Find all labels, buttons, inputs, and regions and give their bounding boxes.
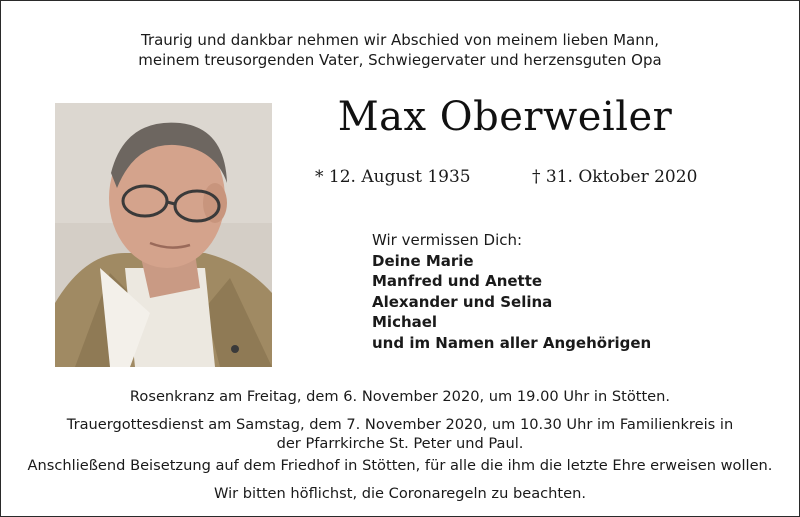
mourner-name: und im Namen aller Angehörigen <box>372 333 652 352</box>
service-line-2: der Pfarrkirche St. Peter und Paul. <box>276 435 524 452</box>
intro-line-1: Traurig und dankbar nehmen wir Abschied von meinem lieben Mann, <box>140 31 660 49</box>
birth-date: * 12. August 1935 <box>315 167 471 187</box>
death-date: † 31. Oktober 2020 <box>532 167 698 187</box>
intro-text <box>0 30 800 70</box>
burial-notice: Anschließend Beisetzung auf dem Friedhof in Stötten, für alle die ihm die letzte Ehre erweisen wollen. <box>27 457 773 474</box>
portrait-photo <box>55 103 272 367</box>
mourner-name: Alexander und Selina <box>372 292 553 311</box>
mourners-heading: Wir vermissen Dich: <box>372 231 523 249</box>
mourner-name: Deine Marie <box>372 251 474 270</box>
corona-notice: Wir bitten höflichst, die Coronaregeln zu beachten. <box>213 485 587 502</box>
mourners-list <box>372 230 651 353</box>
mourner-name: Manfred und Anette <box>372 272 543 290</box>
rosary-notice: Rosenkranz am Freitag, dem 6. November 2020, um 19.00 Uhr in Stötten. <box>129 388 671 405</box>
mourner-name: Michael <box>372 313 438 331</box>
service-notice <box>0 415 800 453</box>
deceased-name: Max Oberweiler <box>337 94 673 140</box>
intro-line-2: meinem treusorgenden Vater, Schwiegervater und herzensguten Opa <box>138 51 662 69</box>
service-line-1: Trauergottesdienst am Samstag, dem 7. November 2020, um 10.30 Uhr im Familienkreis in <box>66 416 734 433</box>
